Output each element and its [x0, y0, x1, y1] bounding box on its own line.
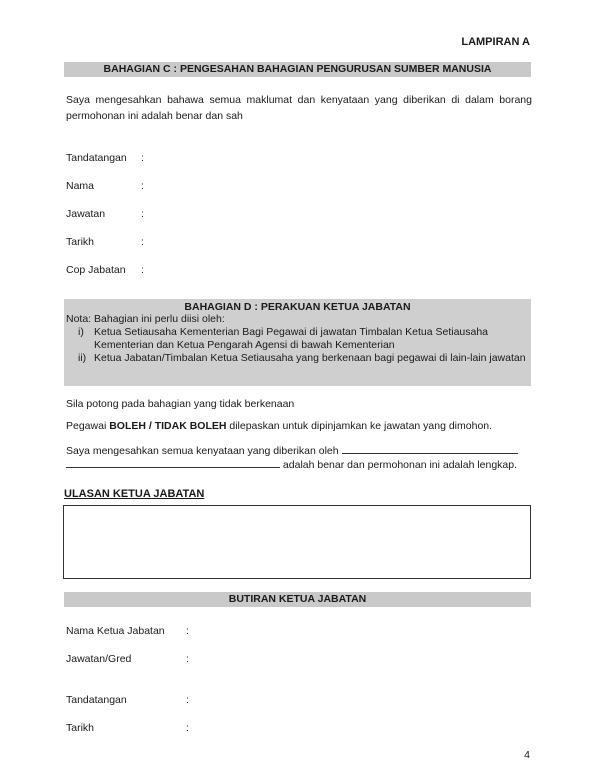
officer-name-line[interactable]	[342, 453, 518, 454]
confirm-prefix: Saya mengesahkan semua kenyataan yang diberikan oleh	[66, 445, 339, 457]
field-colon: :	[141, 180, 144, 192]
section-d-title: BAHAGIAN D : PERAKUAN KETUA JABATAN	[184, 301, 411, 313]
field-colon: :	[186, 694, 189, 706]
list-item-number: ii)	[78, 352, 87, 364]
comments-title: ULASAN KETUA JABATAN	[64, 488, 205, 500]
field-label-head-date: Tarikh	[66, 722, 95, 734]
field-label-date-c: Tarikh	[66, 236, 95, 248]
section-d-box	[64, 299, 531, 386]
comments-box[interactable]	[63, 505, 531, 579]
section-c-title: BAHAGIAN C : PENGESAHAN BAHAGIAN PENGURUSAN SUMBER MANUSIA	[64, 62, 531, 77]
section-d-list	[64, 326, 531, 365]
head-details-title: BUTIRAN KETUA JABATAN	[64, 592, 531, 607]
list-item	[64, 326, 531, 352]
field-colon: :	[186, 653, 189, 665]
field-colon: :	[141, 264, 144, 276]
officer-name-line-2[interactable]	[66, 467, 280, 468]
release-prefix: Pegawai	[66, 420, 110, 432]
field-colon: :	[141, 208, 144, 220]
field-label-name-c: Nama	[66, 180, 95, 192]
list-item	[64, 352, 531, 365]
field-label-head-signature: Tandatangan	[66, 694, 127, 706]
section-d-note: Nota: Bahagian ini perlu diisi oleh:	[66, 313, 225, 325]
list-item-number: i)	[78, 326, 84, 338]
field-label-position-c: Jawatan	[66, 208, 106, 220]
release-choice[interactable]: BOLEH / TIDAK BOLEH	[109, 420, 227, 432]
field-colon: :	[141, 236, 144, 248]
page-number: 4	[524, 749, 530, 761]
field-label-stamp-c: Cop Jabatan	[66, 264, 126, 276]
strike-note: Sila potong pada bahagian yang tidak berkenaan	[66, 398, 295, 410]
list-item-text: Ketua Setiausaha Kementerian Bagi Pegawai di jawatan Timbalan Ketua Setiausaha Kementerian dan Ketua Pengarah Agensi di bawah Kementerian	[94, 326, 489, 351]
confirm-suffix: adalah benar dan permohonan ini adalah lengkap.	[282, 459, 518, 471]
field-label-head-position: Jawatan/Gred	[66, 653, 132, 665]
field-colon: :	[141, 152, 144, 164]
section-c-statement: Saya mengesahkan bahawa semua maklumat dan kenyataan yang diberikan di dalam borang permohonan ini adalah benar dan sah	[66, 94, 532, 122]
field-label-signature-c: Tandatangan	[66, 152, 127, 164]
field-label-head-name: Nama Ketua Jabatan	[66, 625, 165, 637]
confirm-statement-2	[66, 457, 532, 473]
field-colon: :	[186, 722, 189, 734]
appendix-label: LAMPIRAN A	[461, 36, 530, 48]
field-colon: :	[186, 625, 189, 637]
release-suffix: dilepaskan untuk dipinjamkan ke jawatan yang dimohon.	[226, 420, 493, 432]
release-statement	[66, 418, 532, 434]
list-item-text: Ketua Jabatan/Timbalan Ketua Setiausaha yang berkenaan bagi pegawai di lain-lain jawatan	[94, 352, 526, 364]
